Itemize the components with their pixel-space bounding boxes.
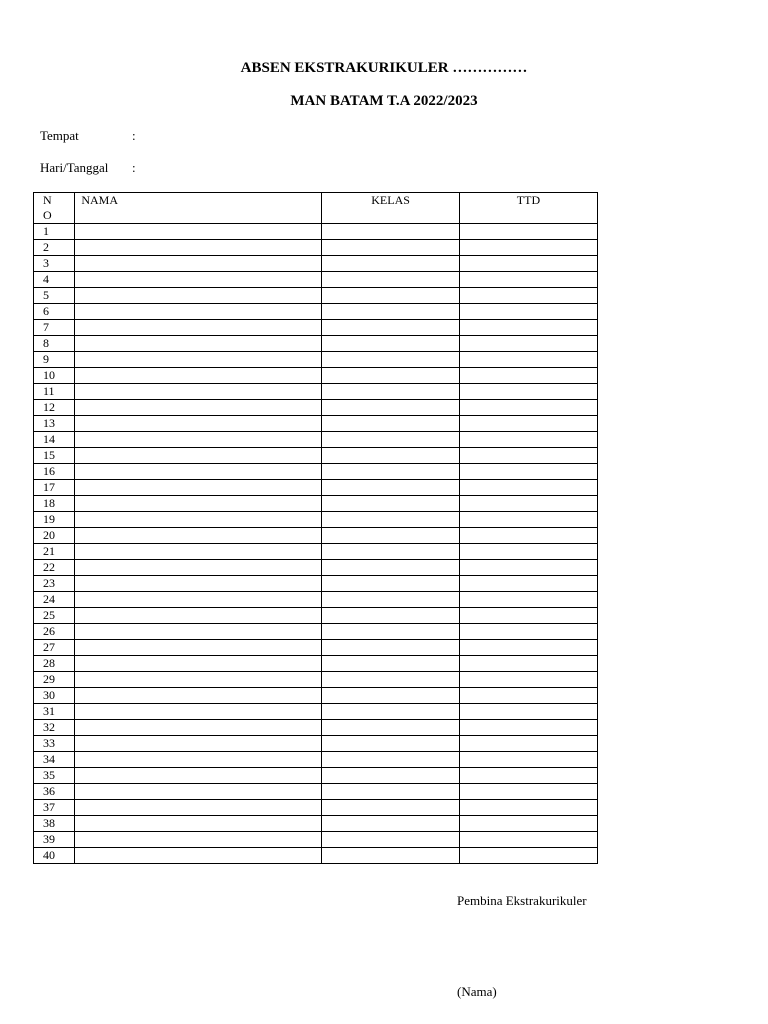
- row-ttd-cell[interactable]: [459, 288, 597, 304]
- row-nama-cell[interactable]: [75, 704, 322, 720]
- table-row: [34, 768, 598, 784]
- row-nama-cell[interactable]: [75, 816, 322, 832]
- header-no-line2: O: [43, 208, 52, 222]
- table-row: [34, 576, 598, 592]
- row-nama-cell[interactable]: [75, 624, 322, 640]
- row-no: 30: [34, 688, 75, 704]
- row-kelas-cell[interactable]: [322, 464, 460, 480]
- row-kelas-cell[interactable]: [322, 720, 460, 736]
- header-no: [34, 193, 75, 224]
- row-nama-cell[interactable]: [75, 496, 322, 512]
- field-tempat-label: Tempat: [40, 128, 79, 143]
- row-no: 39: [34, 832, 75, 848]
- row-no: 12: [34, 400, 75, 416]
- row-no: 7: [34, 320, 75, 336]
- row-ttd-cell[interactable]: [459, 224, 597, 240]
- row-kelas-cell[interactable]: [322, 224, 460, 240]
- attendance-table: [33, 192, 598, 864]
- row-nama-cell[interactable]: [75, 800, 322, 816]
- row-no: 21: [34, 544, 75, 560]
- row-nama-cell[interactable]: [75, 320, 322, 336]
- row-no: 2: [34, 240, 75, 256]
- row-kelas-cell[interactable]: [322, 496, 460, 512]
- row-no: 11: [34, 384, 75, 400]
- table-row: [34, 544, 598, 560]
- row-ttd-cell[interactable]: [459, 416, 597, 432]
- table-row: [34, 336, 598, 352]
- row-kelas-cell[interactable]: [322, 512, 460, 528]
- table-row: [34, 464, 598, 480]
- row-ttd-cell[interactable]: [459, 464, 597, 480]
- row-kelas-cell[interactable]: [322, 608, 460, 624]
- row-kelas-cell[interactable]: [322, 416, 460, 432]
- row-no: 5: [34, 288, 75, 304]
- row-no: 40: [34, 848, 75, 864]
- row-no: 14: [34, 432, 75, 448]
- row-ttd-cell[interactable]: [459, 304, 597, 320]
- row-nama-cell[interactable]: [75, 720, 322, 736]
- row-ttd-cell[interactable]: [459, 688, 597, 704]
- row-kelas-cell[interactable]: [322, 352, 460, 368]
- row-nama-cell[interactable]: [75, 336, 322, 352]
- row-kelas-cell[interactable]: [322, 480, 460, 496]
- row-nama-cell[interactable]: [75, 464, 322, 480]
- row-ttd-cell[interactable]: [459, 336, 597, 352]
- row-kelas-cell[interactable]: [322, 832, 460, 848]
- row-nama-cell[interactable]: [75, 672, 322, 688]
- table-row: [34, 256, 598, 272]
- row-kelas-cell[interactable]: [322, 304, 460, 320]
- table-row: [34, 272, 598, 288]
- row-nama-cell[interactable]: [75, 592, 322, 608]
- table-row: [34, 240, 598, 256]
- row-ttd-cell[interactable]: [459, 640, 597, 656]
- table-row: [34, 800, 598, 816]
- row-ttd-cell[interactable]: [459, 496, 597, 512]
- row-ttd-cell[interactable]: [459, 608, 597, 624]
- table-row: [34, 528, 598, 544]
- row-ttd-cell[interactable]: [459, 720, 597, 736]
- row-kelas-cell[interactable]: [322, 768, 460, 784]
- row-nama-cell[interactable]: [75, 752, 322, 768]
- table-row: [34, 656, 598, 672]
- table-row: [34, 512, 598, 528]
- table-header-row: [34, 193, 598, 224]
- table-row: [34, 368, 598, 384]
- row-ttd-cell[interactable]: [459, 624, 597, 640]
- row-nama-cell[interactable]: [75, 688, 322, 704]
- row-nama-cell[interactable]: [75, 608, 322, 624]
- row-nama-cell[interactable]: [75, 224, 322, 240]
- row-kelas-cell[interactable]: [322, 640, 460, 656]
- row-nama-cell[interactable]: [75, 432, 322, 448]
- row-nama-cell[interactable]: [75, 560, 322, 576]
- row-kelas-cell[interactable]: [322, 800, 460, 816]
- field-tempat: [40, 128, 136, 144]
- row-ttd-cell[interactable]: [459, 848, 597, 864]
- row-ttd-cell[interactable]: [459, 576, 597, 592]
- row-nama-cell[interactable]: [75, 400, 322, 416]
- row-nama-cell[interactable]: [75, 848, 322, 864]
- row-no: 6: [34, 304, 75, 320]
- row-ttd-cell[interactable]: [459, 656, 597, 672]
- row-no: 1: [34, 224, 75, 240]
- row-no: 23: [34, 576, 75, 592]
- row-ttd-cell[interactable]: [459, 816, 597, 832]
- row-no: 22: [34, 560, 75, 576]
- row-no: 13: [34, 416, 75, 432]
- table-row: [34, 304, 598, 320]
- row-kelas-cell[interactable]: [322, 336, 460, 352]
- table-row: [34, 624, 598, 640]
- table-row: [34, 496, 598, 512]
- row-ttd-cell[interactable]: [459, 240, 597, 256]
- row-kelas-cell[interactable]: [322, 544, 460, 560]
- field-hari-tanggal: [40, 160, 136, 176]
- row-nama-cell[interactable]: [75, 544, 322, 560]
- row-ttd-cell[interactable]: [459, 752, 597, 768]
- table-row: [34, 688, 598, 704]
- row-nama-cell[interactable]: [75, 656, 322, 672]
- row-nama-cell[interactable]: [75, 480, 322, 496]
- table-row: [34, 400, 598, 416]
- row-ttd-cell[interactable]: [459, 560, 597, 576]
- row-no: 26: [34, 624, 75, 640]
- row-ttd-cell[interactable]: [459, 272, 597, 288]
- row-nama-cell[interactable]: [75, 640, 322, 656]
- row-ttd-cell[interactable]: [459, 832, 597, 848]
- row-no: 28: [34, 656, 75, 672]
- row-ttd-cell[interactable]: [459, 784, 597, 800]
- field-hari-tanggal-colon: :: [132, 160, 136, 175]
- row-ttd-cell[interactable]: [459, 768, 597, 784]
- row-nama-cell[interactable]: [75, 512, 322, 528]
- row-ttd-cell[interactable]: [459, 528, 597, 544]
- row-ttd-cell[interactable]: [459, 480, 597, 496]
- table-row: [34, 448, 598, 464]
- table-row: [34, 608, 598, 624]
- row-kelas-cell[interactable]: [322, 784, 460, 800]
- table-row: [34, 592, 598, 608]
- table-row: [34, 480, 598, 496]
- row-nama-cell[interactable]: [75, 368, 322, 384]
- row-ttd-cell[interactable]: [459, 704, 597, 720]
- row-kelas-cell[interactable]: [322, 432, 460, 448]
- table-row: [34, 672, 598, 688]
- table-row: [34, 352, 598, 368]
- row-kelas-cell[interactable]: [322, 560, 460, 576]
- row-kelas-cell[interactable]: [322, 688, 460, 704]
- row-no: 25: [34, 608, 75, 624]
- row-nama-cell[interactable]: [75, 256, 322, 272]
- header-no-line1: N: [43, 193, 52, 207]
- table-row: [34, 832, 598, 848]
- field-hari-tanggal-label: Hari/Tanggal: [40, 160, 109, 175]
- row-kelas-cell[interactable]: [322, 736, 460, 752]
- table-row: [34, 816, 598, 832]
- header-ttd: TTD: [459, 193, 597, 224]
- table-row: [34, 752, 598, 768]
- table-row: [34, 640, 598, 656]
- row-nama-cell[interactable]: [75, 736, 322, 752]
- row-nama-cell[interactable]: [75, 288, 322, 304]
- row-ttd-cell[interactable]: [459, 432, 597, 448]
- row-ttd-cell[interactable]: [459, 448, 597, 464]
- row-ttd-cell[interactable]: [459, 352, 597, 368]
- row-kelas-cell[interactable]: [322, 400, 460, 416]
- table-row: [34, 736, 598, 752]
- table-row: [34, 416, 598, 432]
- table-row: [34, 224, 598, 240]
- row-ttd-cell[interactable]: [459, 672, 597, 688]
- row-ttd-cell[interactable]: [459, 800, 597, 816]
- row-no: 32: [34, 720, 75, 736]
- row-no: 34: [34, 752, 75, 768]
- row-ttd-cell[interactable]: [459, 736, 597, 752]
- row-kelas-cell[interactable]: [322, 624, 460, 640]
- row-nama-cell[interactable]: [75, 528, 322, 544]
- row-kelas-cell[interactable]: [322, 240, 460, 256]
- header-kelas: KELAS: [322, 193, 460, 224]
- table-row: [34, 720, 598, 736]
- row-no: 35: [34, 768, 75, 784]
- row-kelas-cell[interactable]: [322, 368, 460, 384]
- row-ttd-cell[interactable]: [459, 368, 597, 384]
- row-no: 24: [34, 592, 75, 608]
- row-nama-cell[interactable]: [75, 768, 322, 784]
- row-kelas-cell[interactable]: [322, 256, 460, 272]
- row-kelas-cell[interactable]: [322, 384, 460, 400]
- row-kelas-cell[interactable]: [322, 672, 460, 688]
- row-ttd-cell[interactable]: [459, 256, 597, 272]
- table-row: [34, 288, 598, 304]
- row-kelas-cell[interactable]: [322, 288, 460, 304]
- row-no: 16: [34, 464, 75, 480]
- row-kelas-cell[interactable]: [322, 752, 460, 768]
- table-row: [34, 432, 598, 448]
- row-kelas-cell[interactable]: [322, 656, 460, 672]
- row-ttd-cell[interactable]: [459, 320, 597, 336]
- signature-name: (Nama): [457, 984, 497, 999]
- row-no: 18: [34, 496, 75, 512]
- row-nama-cell[interactable]: [75, 352, 322, 368]
- row-kelas-cell[interactable]: [322, 576, 460, 592]
- row-ttd-cell[interactable]: [459, 512, 597, 528]
- row-no: 8: [34, 336, 75, 352]
- row-kelas-cell[interactable]: [322, 848, 460, 864]
- row-ttd-cell[interactable]: [459, 592, 597, 608]
- table-row: [34, 848, 598, 864]
- row-nama-cell[interactable]: [75, 784, 322, 800]
- row-no: 27: [34, 640, 75, 656]
- row-no: 33: [34, 736, 75, 752]
- row-no: 29: [34, 672, 75, 688]
- row-no: 4: [34, 272, 75, 288]
- row-ttd-cell[interactable]: [459, 400, 597, 416]
- row-no: 20: [34, 528, 75, 544]
- row-no: 37: [34, 800, 75, 816]
- row-kelas-cell[interactable]: [322, 272, 460, 288]
- row-no: 15: [34, 448, 75, 464]
- row-nama-cell[interactable]: [75, 240, 322, 256]
- row-no: 19: [34, 512, 75, 528]
- row-kelas-cell[interactable]: [322, 592, 460, 608]
- row-nama-cell[interactable]: [75, 304, 322, 320]
- row-no: 36: [34, 784, 75, 800]
- row-kelas-cell[interactable]: [322, 528, 460, 544]
- row-nama-cell[interactable]: [75, 384, 322, 400]
- row-kelas-cell[interactable]: [322, 704, 460, 720]
- row-kelas-cell[interactable]: [322, 816, 460, 832]
- table-row: [34, 704, 598, 720]
- row-no: 38: [34, 816, 75, 832]
- signature-title: Pembina Ekstrakurikuler: [457, 893, 587, 908]
- document-title: ABSEN EKSTRAKURIKULER ……………: [240, 60, 528, 76]
- row-nama-cell[interactable]: [75, 272, 322, 288]
- row-no: 9: [34, 352, 75, 368]
- table-row: [34, 320, 598, 336]
- table-row: [34, 560, 598, 576]
- row-no: 31: [34, 704, 75, 720]
- row-ttd-cell[interactable]: [459, 544, 597, 560]
- row-no: 3: [34, 256, 75, 272]
- table-row: [34, 784, 598, 800]
- header-nama: NAMA: [75, 193, 322, 224]
- row-no: 10: [34, 368, 75, 384]
- row-no: 17: [34, 480, 75, 496]
- row-ttd-cell[interactable]: [459, 384, 597, 400]
- row-nama-cell[interactable]: [75, 416, 322, 432]
- document-subtitle: MAN BATAM T.A 2022/2023: [290, 93, 478, 109]
- row-kelas-cell[interactable]: [322, 320, 460, 336]
- table-row: [34, 384, 598, 400]
- row-nama-cell[interactable]: [75, 448, 322, 464]
- row-nama-cell[interactable]: [75, 576, 322, 592]
- field-tempat-colon: :: [132, 128, 136, 143]
- row-nama-cell[interactable]: [75, 832, 322, 848]
- row-kelas-cell[interactable]: [322, 448, 460, 464]
